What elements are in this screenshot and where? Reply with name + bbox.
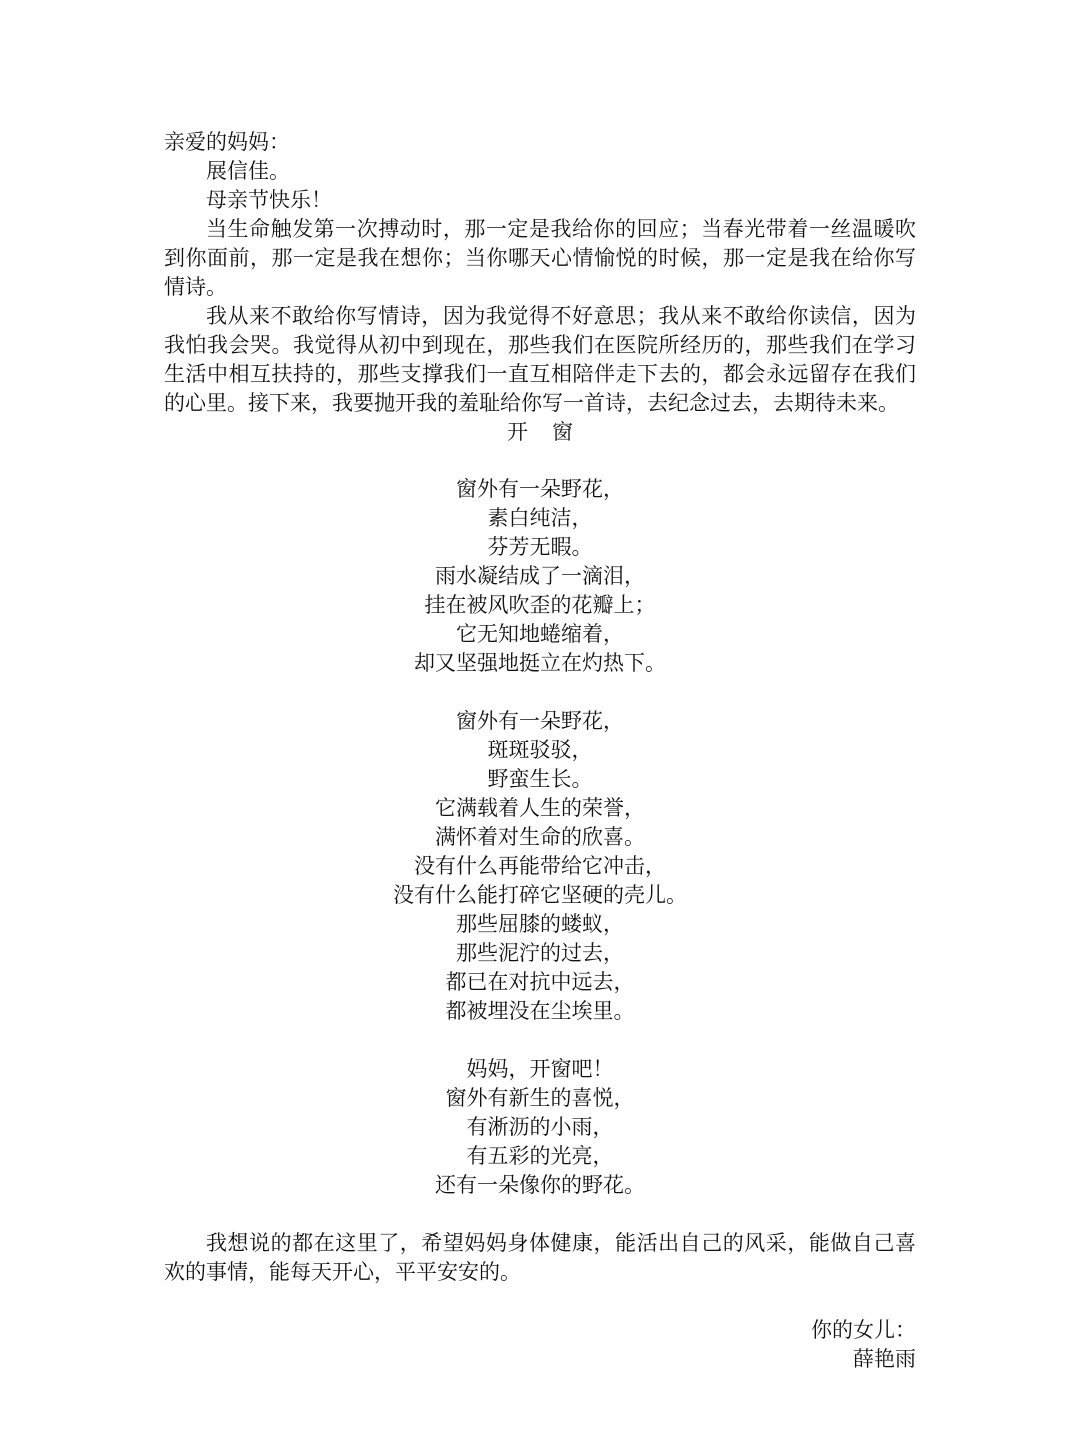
poem-line: 没有什么再能带给它冲击，	[414, 854, 666, 878]
poem-line: 那些屈膝的蝼蚁，	[456, 912, 624, 936]
poem-line: 窗外有一朵野花，	[456, 709, 624, 733]
poem-stanza	[164, 707, 916, 1026]
poem-line: 有淅沥的小雨，	[466, 1115, 614, 1139]
poem-line: 挂在被风吹歪的花瓣上；	[424, 593, 656, 617]
poem-line: 有五彩的光亮，	[466, 1144, 614, 1168]
poem	[164, 475, 916, 1200]
poem-line: 它满载着人生的荣誉，	[435, 796, 645, 820]
poem-line: 妈妈，开窗吧！	[466, 1057, 614, 1081]
signature	[164, 1316, 916, 1374]
signature-name: 薛艳雨	[853, 1347, 916, 1371]
poem-line: 却又坚强地挺立在灼热下。	[414, 651, 666, 675]
poem-line: 满怀着对生命的欣喜。	[435, 825, 645, 849]
poem-line: 雨水凝结成了一滴泪，	[435, 564, 645, 588]
poem-line: 野蛮生长。	[487, 767, 593, 791]
greeting-line: 展信佳。	[206, 159, 290, 183]
poem-stanza	[164, 1055, 916, 1200]
poem-line: 还有一朵像你的野花。	[435, 1173, 645, 1197]
poem-line: 它无知地蜷缩着，	[456, 622, 624, 646]
poem-line: 斑斑驳驳，	[487, 738, 593, 762]
poem-title: 开窗	[507, 420, 597, 444]
closing-paragraph: 我想说的都在这里了，希望妈妈身体健康，能活出自己的风采，能做自己喜欢的事情，能每天开心，平平安安的。	[164, 1231, 916, 1284]
mothers-day-greeting: 母亲节快乐！	[206, 188, 332, 212]
letter-paragraph-1: 当生命触发第一次搏动时，那一定是我给你的回应；当春光带着一丝温暖吹到你面前，那一定是我在想你；当你哪天心情愉悦的时候，那一定是我在给你写情诗。	[164, 217, 916, 299]
poem-line: 那些泥泞的过去，	[456, 941, 624, 965]
poem-line: 窗外有新生的喜悦，	[445, 1086, 635, 1110]
poem-line: 都被埋没在尘埃里。	[445, 999, 635, 1023]
poem-line: 都已在对抗中远去，	[445, 970, 635, 994]
poem-line: 没有什么能打碎它坚硬的壳儿。	[393, 883, 687, 907]
signature-from: 你的女儿：	[811, 1318, 916, 1342]
poem-stanza	[164, 475, 916, 678]
letter-paragraph-2: 我从来不敢给你写情诗，因为我觉得不好意思；我从来不敢给你读信，因为我怕我会哭。我觉得从初中到现在，那些我们在医院所经历的，那些我们在学习生活中相互扶持的，那些支撑我们一直互相陪伴走下去的，都会永远留存在我们的心里。接下来，我要抛开我的羞耻给你写一首诗，去纪念过去，去期待未来。	[164, 304, 916, 415]
poem-line: 芬芳无暇。	[487, 535, 593, 559]
letter-page	[164, 128, 916, 1374]
salutation: 亲爱的妈妈：	[164, 130, 290, 154]
poem-line: 窗外有一朵野花，	[456, 477, 624, 501]
poem-line: 素白纯洁，	[487, 506, 593, 530]
